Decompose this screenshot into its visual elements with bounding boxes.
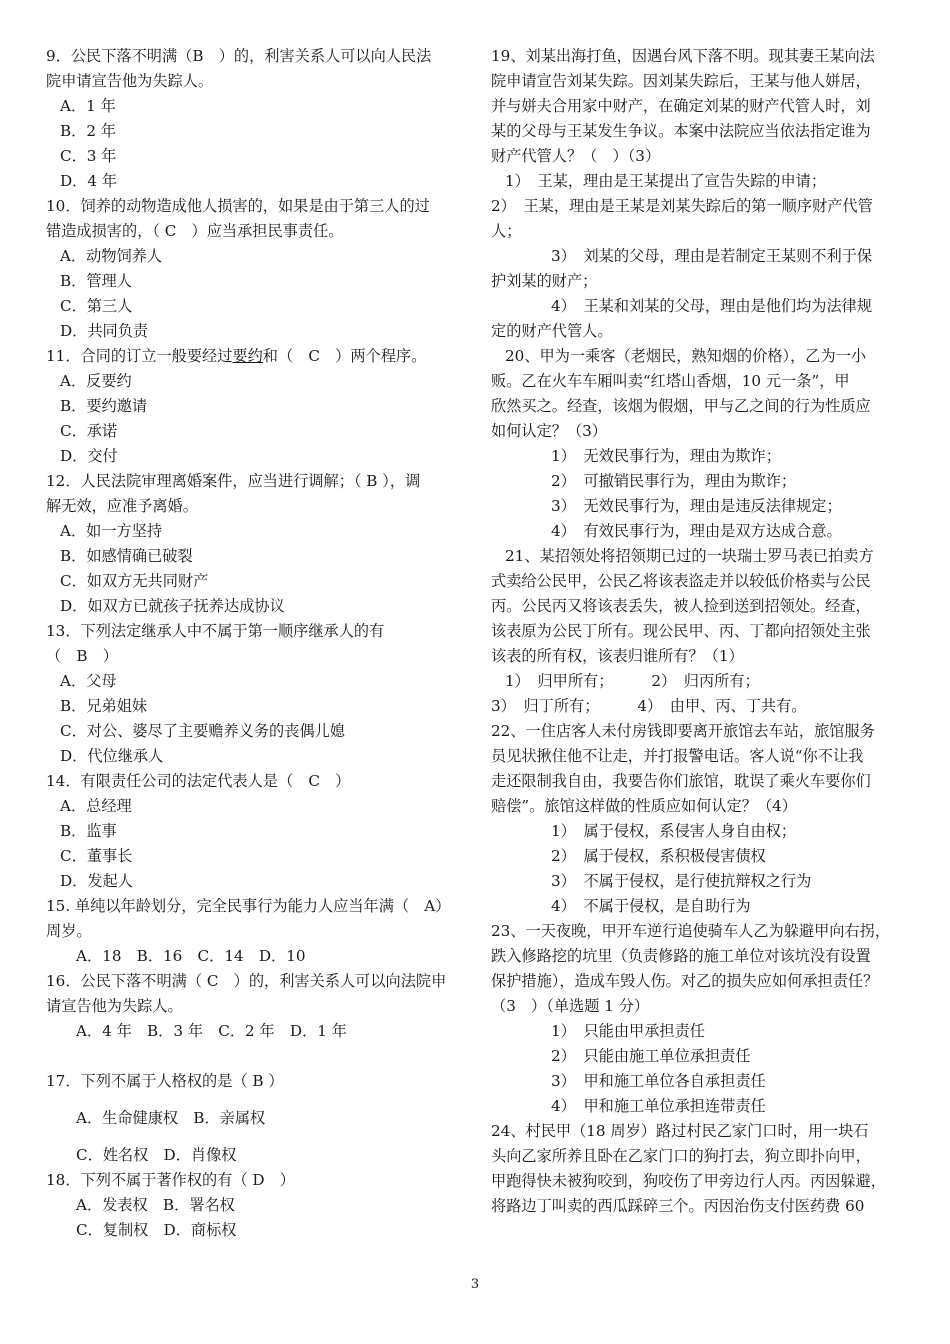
option-3: 3） 甲和施工单位各自承担责任	[551, 1072, 766, 1090]
option-c: C．董事长	[60, 847, 133, 865]
option-a: A．反要约	[60, 372, 132, 390]
question-text: 15. 单纯以年龄划分，完全民事行为能力人应当年满（ A）	[46, 897, 451, 915]
question-text: 14．有限责任公司的法定代表人是（ C ）	[46, 772, 351, 790]
option-4: 4） 不属于侵权，是自助行为	[551, 897, 751, 915]
left-column	[46, 44, 464, 1243]
question-21	[491, 544, 911, 719]
question-text: 丙。公民丙又将该表丢失，被人捡到送到招领处。经查，	[491, 597, 871, 615]
question-text: （ B ）	[46, 647, 118, 665]
question-11	[46, 344, 464, 469]
option-4: 4） 王某和刘某的父母，理由是他们均为法律规	[551, 297, 873, 315]
option-3-cont: 护刘某的财产；	[491, 272, 598, 290]
question-text: 如何认定？（3）	[491, 422, 607, 440]
option-b: B．要约邀请	[60, 397, 148, 415]
option-d: D．发起人	[60, 872, 133, 890]
question-text: 欣然买之。经查，该烟为假烟，甲与乙之间的行为性质应	[491, 397, 871, 415]
option-b: B．兄弟姐妹	[60, 697, 148, 715]
option-d: D．如双方已就孩子抚养达成协议	[60, 597, 285, 615]
question-text: 该表的所有权，该表归谁所有？（1）	[491, 647, 744, 665]
question-text-post: 和（ C ）两个程序。	[262, 347, 427, 365]
question-text: 员见状揪住他不让走，并打报警电话。客人说“你不让我	[491, 747, 864, 765]
option-a: A．如一方坚持	[60, 522, 163, 540]
option-2: 2） 属于侵权，系积极侵害债权	[551, 847, 766, 865]
question-text: 式卖给公民甲，公民乙将该表盗走并以较低价格卖与公民	[491, 572, 871, 590]
option-b: B．如感情确已破裂	[60, 547, 193, 565]
question-16	[46, 969, 464, 1044]
question-text: 甲跑得快未被狗咬到，狗咬伤了甲旁边行人丙。丙因躲避，	[491, 1172, 886, 1190]
option-3: 3） 不属于侵权，是行使抗辩权之行为	[551, 872, 812, 890]
spacer	[46, 1131, 464, 1143]
question-20	[491, 344, 911, 544]
option-3: 3） 无效民事行为，理由是违反法律规定；	[551, 497, 842, 515]
question-text: 保护措施），造成车毁人伤。对乙的损失应如何承担责任？	[491, 972, 879, 990]
question-9	[46, 44, 464, 194]
question-text	[46, 344, 464, 369]
question-text: 24、村民甲（18 周岁）路过村民乙家门口时，用一块石	[491, 1122, 869, 1140]
question-text: 该表原为公民丁所有。现公民甲、丙、丁都向招领处主张	[491, 622, 871, 640]
options-inline: A．发表权 B．署名权	[76, 1196, 235, 1214]
question-text: 赔偿”。旅馆这样做的性质应如何认定？（4）	[491, 797, 797, 815]
question-text: 院申请宣告他为失踪人。	[46, 72, 214, 90]
option-1: 1） 无效民事行为，理由为欺诈；	[551, 447, 781, 465]
underlined-term: 要约	[232, 347, 263, 365]
option-c: C．如双方无共同财产	[60, 572, 209, 590]
question-text: 某的父母与王某发生争议。本案中法院应当依法指定谁为	[491, 122, 871, 140]
question-text: 19、刘某出海打鱼，因遇台风下落不明。现其妻王某向法	[491, 47, 875, 65]
question-text: 错造成损害的，（ C ）应当承担民事责任。	[46, 222, 344, 240]
question-text: 跌入修路挖的坑里（负责修路的施工单位对该坑没有设置	[491, 947, 871, 965]
question-24	[491, 1119, 911, 1219]
option-1: 1） 属于侵权，系侵害人身自由权；	[551, 822, 797, 840]
option-c: C．第三人	[60, 297, 133, 315]
spacer	[46, 1094, 464, 1106]
question-text: 13．下列法定继承人中不属于第一顺序继承人的有	[46, 622, 385, 640]
option-a: A．总经理	[60, 797, 132, 815]
option-4: 4） 有效民事行为，理由是双方达成合意。	[551, 522, 842, 540]
question-text: 18．下列不属于著作权的有（ D ）	[46, 1171, 295, 1189]
question-text: 解无效，应准予离婚。	[46, 497, 198, 515]
option-a: A．父母	[60, 672, 117, 690]
question-17	[46, 1069, 464, 1168]
question-text: 23、一天夜晚，甲开车逆行追使骑车人乙为躲避甲向右拐，	[491, 922, 891, 940]
question-23	[491, 919, 911, 1119]
question-text: 周岁。	[46, 922, 92, 940]
option-3: 3） 刘某的父母，理由是若制定王某则不利于保	[551, 247, 873, 265]
question-text: 16．公民下落不明满（ C ）的，利害关系人可以向法院申	[46, 972, 447, 990]
question-14	[46, 769, 464, 894]
question-text: 22、一住店客人未付房钱即要离开旅馆去车站，旅馆服务	[491, 722, 875, 740]
question-12	[46, 469, 464, 619]
question-text: 20、甲为一乘客（老烟民，熟知烟的价格），乙为一小	[505, 347, 867, 365]
option-a: A．1 年	[60, 97, 116, 115]
question-text: 21、某招领处将招领期已过的一块瑞士罗马表已拍卖方	[505, 547, 874, 565]
spacer	[46, 1044, 464, 1069]
question-text: 将路边丁叫卖的西瓜踩碎三个。丙因治伤支付医药费 60	[491, 1197, 865, 1215]
options-inline: C．姓名权 D．肖像权	[76, 1146, 237, 1164]
options-inline: A．4 年 B．3 年 C．2 年 D．1 年	[76, 1022, 347, 1040]
option-d: D．共同负责	[60, 322, 149, 340]
option-d: D．4 年	[60, 172, 118, 190]
option-b: B．管理人	[60, 272, 132, 290]
options-inline: A．生命健康权 B．亲属权	[76, 1109, 266, 1127]
options-inline: A．18 B．16 C．14 D．10	[76, 947, 306, 965]
question-text: 并与姘夫合用家中财产，在确定刘某的财产代管人时，刘	[491, 97, 871, 115]
option-1: 1） 王某，理由是王某提出了宣告失踪的申请；	[505, 172, 827, 190]
page-number: 3	[470, 1277, 480, 1292]
option-d: D．交付	[60, 447, 118, 465]
question-text: 17．下列不属于人格权的是（ B ）	[46, 1072, 284, 1090]
question-text: 请宣告他为失踪人。	[46, 997, 183, 1015]
question-text: 12．人民法院审理离婚案件，应当进行调解；（ B ），调	[46, 472, 421, 490]
question-text: 贩。乙在火车车厢叫卖“红塔山香烟，10 元一条”，甲	[491, 372, 850, 390]
question-text: 9．公民下落不明满（B ）的，利害关系人可以向人民法	[46, 47, 432, 65]
question-19	[491, 44, 911, 344]
option-d: D．代位继承人	[60, 747, 164, 765]
option-c: C．承诺	[60, 422, 118, 440]
option-2: 2） 可撤销民事行为，理由为欺诈；	[551, 472, 797, 490]
question-13	[46, 619, 464, 769]
question-text: （3 ）（单选题 1 分）	[491, 997, 650, 1015]
question-text: 财产代管人？（ ）（3）	[491, 147, 661, 165]
question-text: 10．饲养的动物造成他人损害的，如果是由于第三人的过	[46, 197, 430, 215]
option-2: 2） 只能由施工单位承担责任	[551, 1047, 751, 1065]
options-1-2: 1） 归甲所有； 2） 归丙所有；	[505, 672, 760, 690]
option-a: A．动物饲养人	[60, 247, 163, 265]
option-b: B．2 年	[60, 122, 117, 140]
question-text: 走还限制我自由，我要告你们旅馆，耽误了乘火车要你们	[491, 772, 871, 790]
question-text: 头向乙家所养且卧在乙家门口的狗打去，狗立即扑向甲，	[491, 1147, 871, 1165]
option-b: B．监事	[60, 822, 117, 840]
option-1: 1） 只能由甲承担责任	[551, 1022, 705, 1040]
option-4-cont: 定的财产代管人。	[491, 322, 613, 340]
question-text-pre: 11．合同的订立一般要经过	[46, 347, 233, 365]
question-15	[46, 894, 464, 969]
options-inline: C．复制权 D．商标权	[76, 1221, 237, 1239]
options-3-4: 3） 归丁所有； 4） 由甲、丙、丁共有。	[491, 697, 807, 715]
question-22	[491, 719, 911, 919]
option-c: C．3 年	[60, 147, 117, 165]
option-c: C．对公、婆尽了主要赡养义务的丧偶儿媳	[60, 722, 345, 740]
question-text: 院申请宣告刘某失踪。因刘某失踪后，王某与他人姘居，	[491, 72, 871, 90]
option-4: 4） 甲和施工单位承担连带责任	[551, 1097, 766, 1115]
question-10	[46, 194, 464, 344]
right-column	[491, 44, 911, 1219]
option-2: 2） 王某，理由是王某是刘某失踪后的第一顺序财产代管	[491, 197, 873, 215]
option-2-cont: 人；	[491, 222, 522, 240]
question-18	[46, 1168, 464, 1243]
